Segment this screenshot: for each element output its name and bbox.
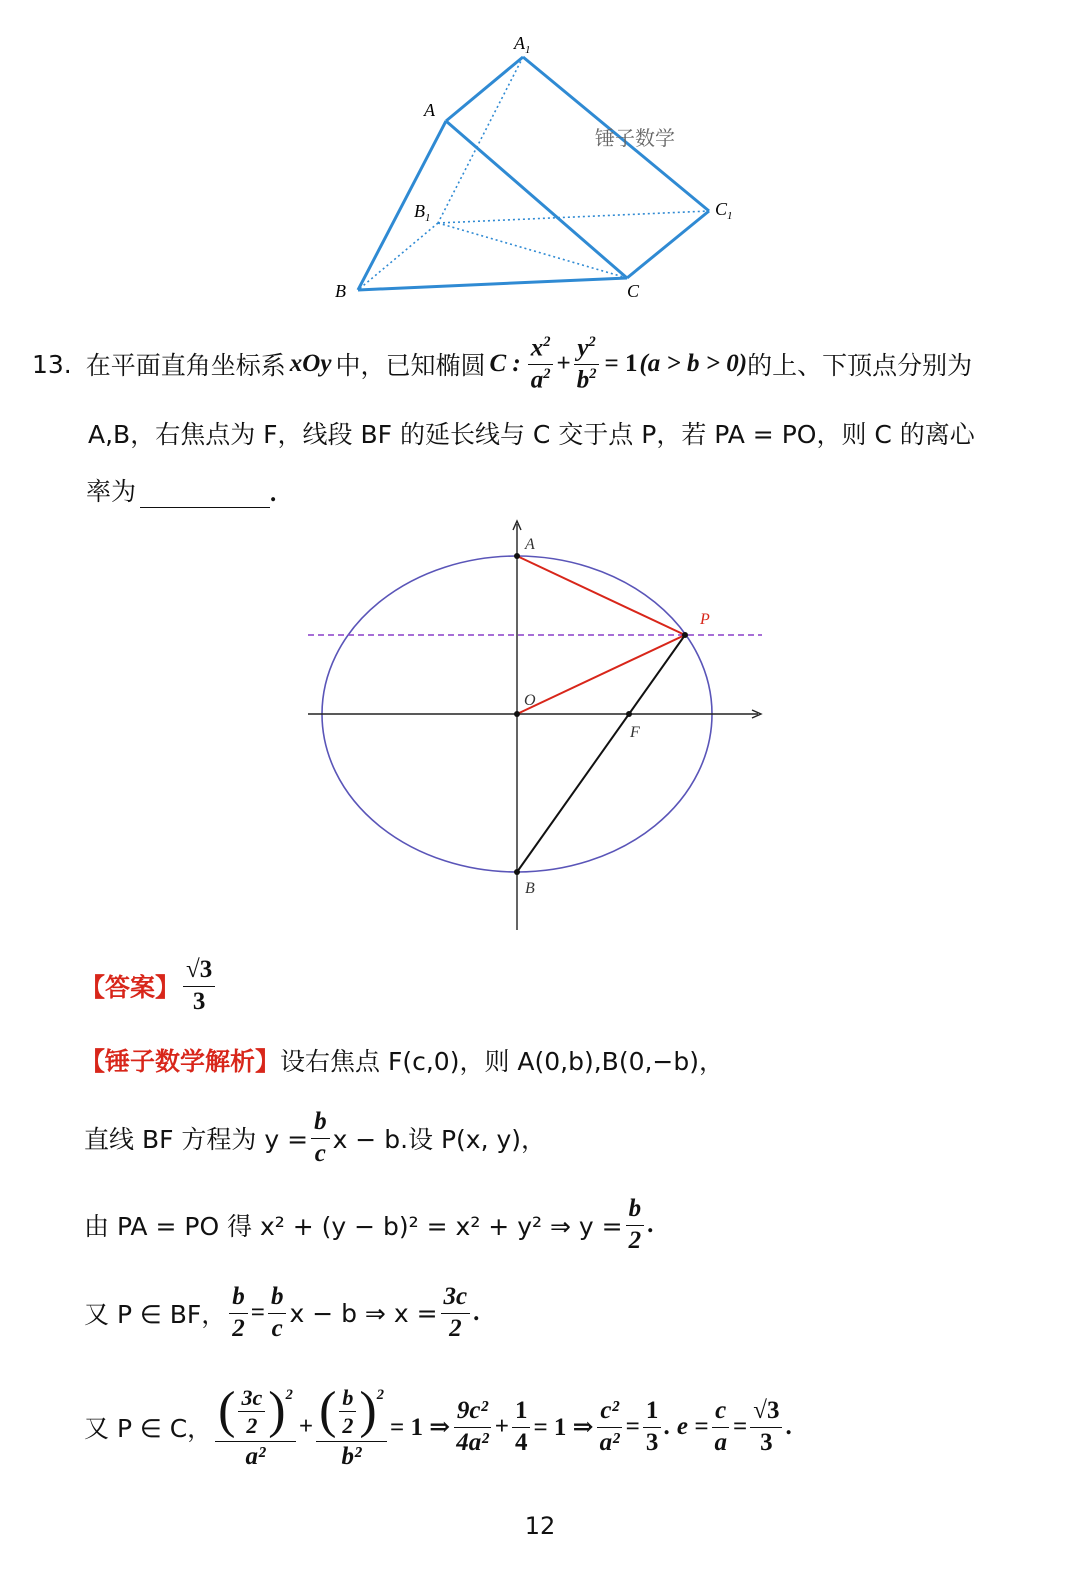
answer-value: $\frac{√3}{3}$ — [183, 957, 215, 1015]
label-P: P — [700, 611, 710, 628]
point-A — [514, 553, 520, 559]
answer-line — [80, 950, 218, 1022]
answer-blank[interactable] — [140, 481, 270, 508]
label-A1: $A_1$ — [514, 33, 531, 56]
analysis-line-4: 又 P ∈ BF， $\frac{b}{2}$ = $\frac{b}{c}$ x − b ⇒ x = $\frac{3c}{2}$ . — [84, 1283, 480, 1342]
problem-text-3: 的上、下顶点分别为 — [747, 351, 973, 380]
frac-x2-a2: $\frac{x^2}{a^2}$ — [528, 335, 554, 393]
ellipse-C: C : — [489, 350, 521, 377]
frac-big-2: ( $\frac{b}{2}$ ) $^2$ b² — [316, 1384, 387, 1470]
problem-text-2: 中，已知椭圆 — [335, 351, 486, 380]
condition: (a > b > 0) — [639, 350, 748, 377]
label-C: C — [627, 281, 640, 301]
frac-big-1: ( $\frac{3c}{2}$ ) $^2$ a² — [215, 1384, 296, 1470]
analysis-line-1 — [80, 1040, 724, 1080]
analysis-tag: 【锤子数学解析】 — [80, 1047, 281, 1076]
frac-b-2: $\frac{b}{2}$ — [626, 1196, 645, 1254]
label-A: A — [525, 536, 535, 553]
segment-BP — [517, 635, 685, 872]
ellipse-figure — [300, 515, 770, 935]
edge-C-C1 — [627, 211, 709, 278]
problem-line-1: 13. 在平面直角坐标系 xOy 中，已知椭圆 C : $\frac{x^2}{a^2}$ + $\frac{y^2}{b^2}$ = 1 (a > b > 0) 的上、下顶点分别为 — [32, 333, 973, 393]
edge-A-B — [358, 121, 446, 290]
answer-tag: 【答案】 — [80, 973, 181, 1002]
label-A: A — [424, 100, 435, 120]
label-O: O — [524, 692, 536, 709]
coord-system: xOy — [289, 350, 332, 377]
label-B: B — [525, 880, 535, 897]
problem-number: 13. — [32, 349, 72, 379]
analysis-line-2: 直线 BF 方程为 y = $\frac{b}{c}$ x − b.设 P(x, y)， — [84, 1108, 547, 1167]
analysis-text-1: 设右焦点 F(c,0)，则 A(0,b),B(0,−b)， — [280, 1047, 724, 1076]
edge-B1-C1 — [438, 211, 709, 223]
segment-AP — [517, 556, 685, 635]
point-B — [514, 869, 520, 875]
problem-text-1: 在平面直角坐标系 — [85, 351, 286, 380]
analysis-line-3: 由 PA = PO 得 x² + (y − b)² = x² + y² ⇒ y = $\frac{b}{2}$ . — [84, 1195, 654, 1254]
label-B: B — [335, 281, 346, 301]
prism-figure — [320, 25, 770, 315]
label-C1: $C_1$ — [715, 199, 733, 222]
edge-A1-A — [446, 57, 523, 121]
label-F: F — [630, 724, 640, 741]
edge-B1-B — [358, 223, 438, 290]
problem-line-2: A,B，右焦点为 F，线段 BF 的延长线与 C 交于点 P，若 PA = PO，则 C 的离心 — [88, 420, 975, 449]
watermark: 锤子数学 — [595, 126, 675, 150]
analysis-line-5: 又 P ∈ C， ( $\frac{3c}{2}$ ) $^2$ a² + ( $\frac{b}{2}$ ) $^2$ b² = 1 ⇒ $\frac{\text{9c²}}{\text{4a²}}$ + $\frac{1}{4}$ = 1 ⇒ $\frac{\text{c²}}{\text{a²}}$ = $\frac{1}{3}$ . e = $\frac{c}{a}$ = $\frac{√3}{3}$ . — [84, 1382, 792, 1470]
frac-y2-b2: $\frac{y^2}{b^2}$ — [574, 335, 600, 393]
label-B1: $B_1$ — [414, 201, 431, 224]
problem-line-3: 率为 . — [86, 477, 277, 507]
page-number: 12 — [524, 1512, 556, 1540]
edge-A1-B1 — [438, 57, 523, 223]
edge-B-C — [358, 278, 627, 290]
segment-OP — [517, 635, 685, 714]
point-P — [682, 632, 688, 638]
point-F — [626, 711, 632, 717]
edge-B1-C — [438, 223, 627, 278]
frac-b-c: $\frac{b}{c}$ — [311, 1109, 330, 1167]
point-O — [514, 711, 520, 717]
